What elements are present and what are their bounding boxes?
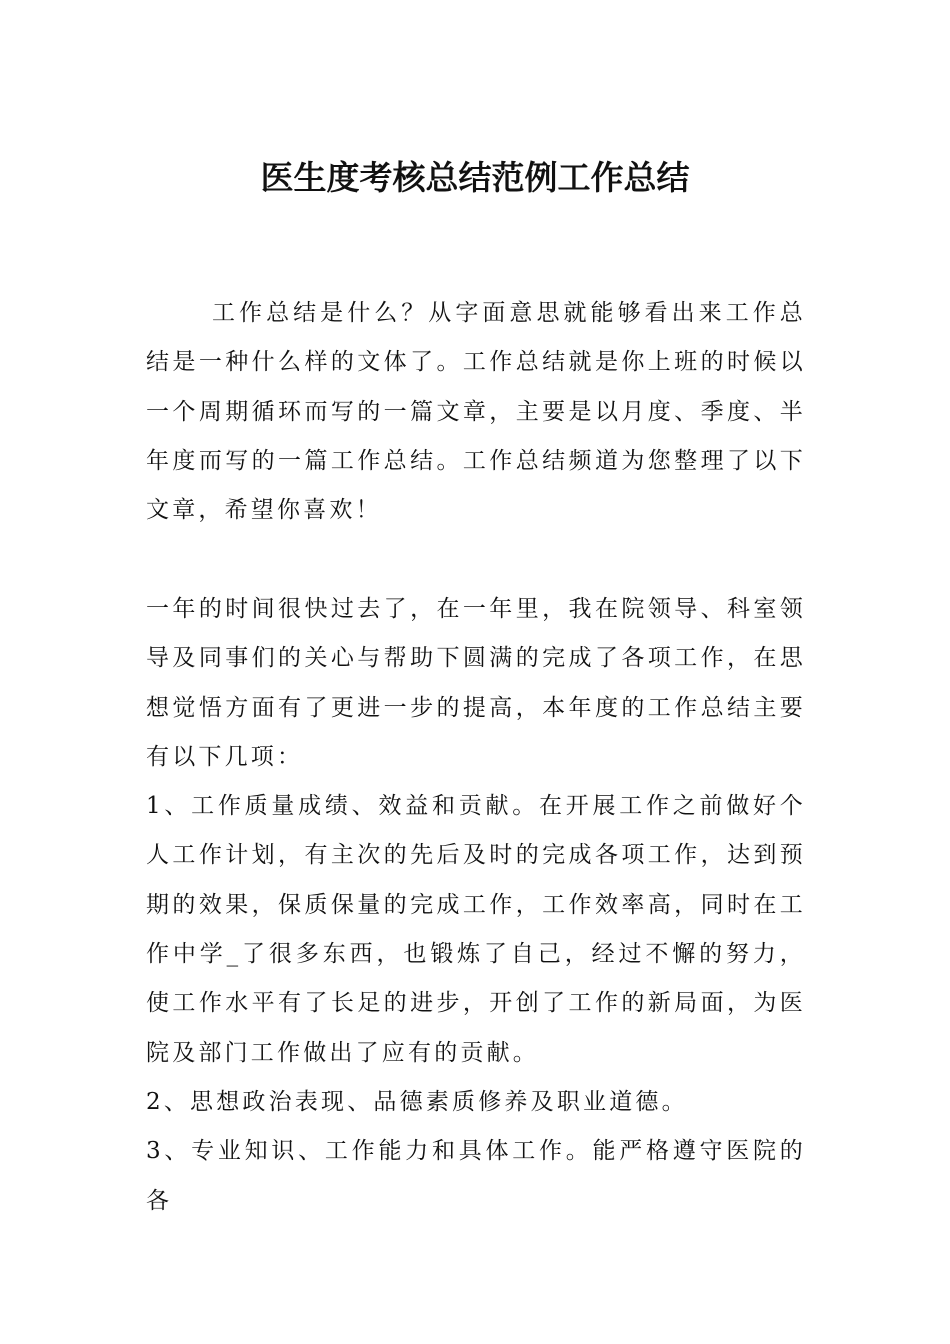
body-paragraph-item-1: 1、工作质量成绩、效益和贡献。在开展工作之前做好个人工作计划，有主次的先后及时的完成各项工作，达到预期的效果，保质保量的完成工作，工作效率高，同时在工作中学_了很多东西，也锻炼了自己，经过不懈的努力，使工作水平有了长足的进步，开创了工作的新局面，为医院及部门工作做出了应有的贡献。 <box>146 793 806 1066</box>
body-paragraph-item-2: 2、思想政治表现、品德素质修养及职业道德。 <box>146 1088 688 1115</box>
document-title: 医生度考核总结范例工作总结 <box>260 158 690 197</box>
body-paragraph-item-3: 3、专业知识、工作能力和具体工作。能严格遵守医院的各 <box>146 1138 806 1214</box>
body-paragraph-opening: 一年的时间很快过去了，在一年里，我在院领导、科室领导及同事们的关心与帮助下圆满的完成了各项工作，在思想觉悟方面有了更进一步的提高，本年度的工作总结主要有以下几项： <box>146 596 806 770</box>
main-body <box>146 585 806 1226</box>
intro-paragraph: 工作总结是什么？从字面意思就能够看出来工作总结是一种什么样的文体了。工作总结就是你上班的时候以一个周期循环而写的一篇文章，主要是以月度、季度、半年度而写的一篇工作总结。工作总结频道为您整理了以下文章，希望你喜欢！ <box>146 300 806 524</box>
